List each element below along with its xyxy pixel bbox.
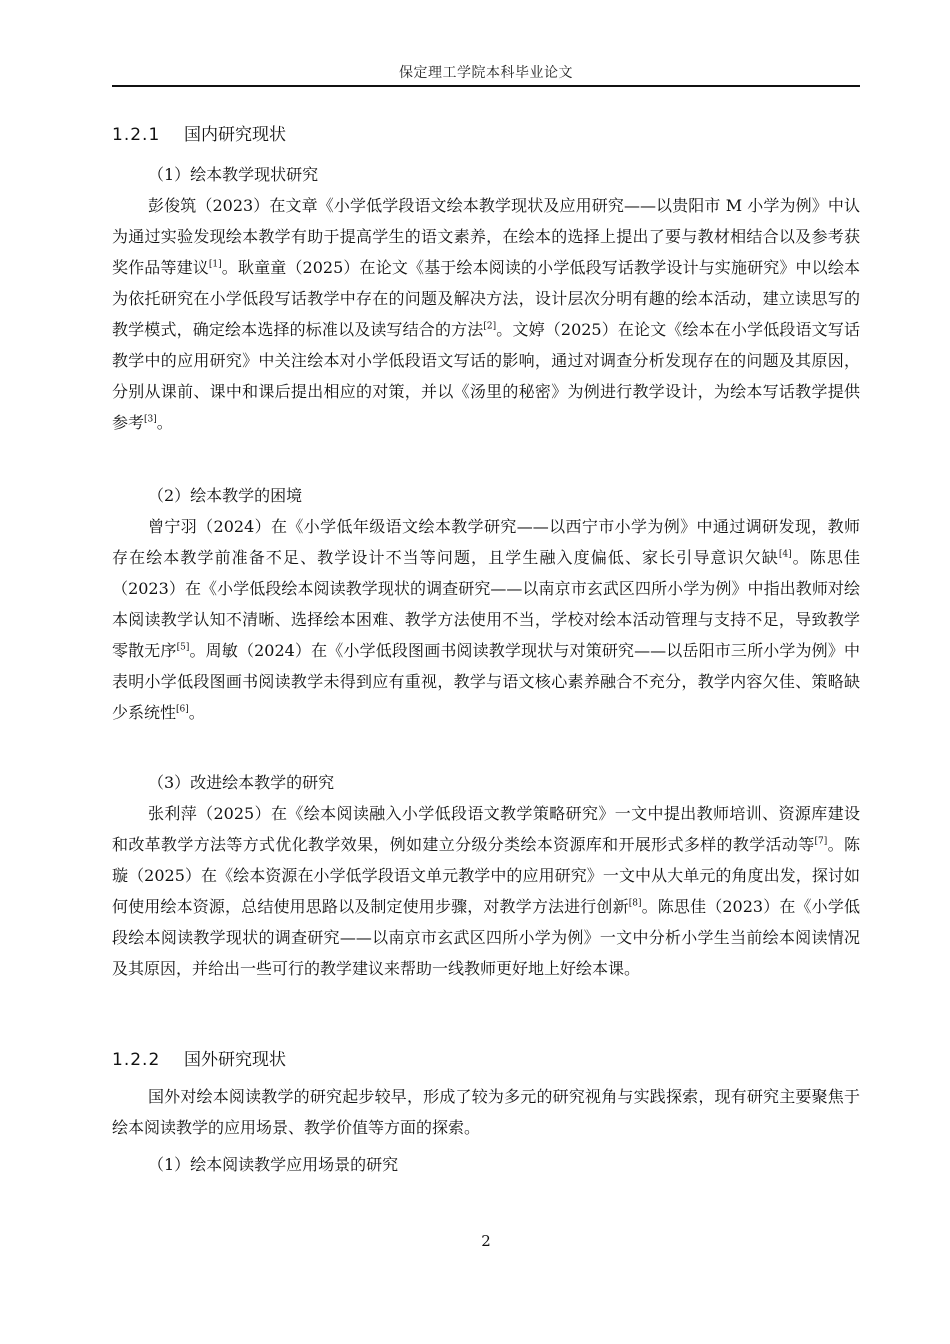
paragraph-text: 张利萍（2025）在《绘本阅读融入小学低段语文教学策略研究》一文中提出教师培训、资源库建设和改革教学方法等方式优化教学效果，例如建立分级分类绘本资源库和开展形式多样的教学活动等 — [112, 804, 860, 854]
section-number: 1.2.1 — [112, 125, 161, 145]
subheading-status: （1）绘本教学现状研究 — [148, 165, 319, 184]
citation-marker: [8] — [628, 898, 642, 909]
section-title-text: 国外研究现状 — [184, 1050, 286, 1070]
subheading-difficulties: （2）绘本教学的困境 — [148, 486, 303, 505]
paragraph-status — [112, 190, 860, 438]
paragraph-difficulties — [112, 511, 860, 728]
paragraph-text: 。周敏（2024）在《小学低段图画书阅读教学现状与对策研究——以岳阳市三所小学为例》中表明小学低段图画书阅读教学未得到应有重视，教学与语文核心素养融合不充分，教学内容欠佳、策略缺少系统性 — [112, 641, 860, 722]
section-heading-domestic — [112, 120, 286, 145]
paragraph-text: 。陈思佳（2023）在《小学低段绘本阅读教学现状的调查研究——以南京市玄武区四所小学为例》中指出教师对绘本阅读教学认知不清晰、选择绘本困难、教学方法使用不当，学校对绘本活动管理与支持不足，导致教学零散无序 — [112, 548, 860, 660]
paragraph-text: 。 — [188, 703, 205, 722]
section-number: 1.2.2 — [112, 1050, 161, 1070]
header-divider — [112, 85, 860, 87]
citation-marker: [6] — [176, 704, 189, 715]
citation-marker: [5] — [176, 642, 190, 653]
paragraph-text: 彭俊筑（2023）在文章《小学低学段语文绘本教学现状及应用研究——以贵阳市 M 小学为例》中认为通过实验发现绘本教学有助于提高学生的语文素养，在绘本的选择上提出了要与教材相结合以及参考获奖作品等建议 — [112, 196, 860, 277]
subheading-scenarios: （1）绘本阅读教学应用场景的研究 — [148, 1155, 399, 1174]
paragraph-text: 。 — [156, 413, 173, 432]
citation-marker: [7] — [814, 836, 828, 847]
citation-marker: [1] — [208, 259, 222, 270]
citation-marker: [3] — [144, 414, 157, 425]
paragraph-text: 。文婷（2025）在论文《绘本在小学低段语文写话教学中的应用研究》中关注绘本对小学低段语文写话的影响，通过对调查分析发现存在的问题及其原因，分别从课前、课中和课后提出相应的对策，并以《汤里的秘密》为例进行教学设计，为绘本写话教学提供参考 — [112, 320, 860, 432]
citation-marker: [2] — [483, 321, 497, 332]
paragraph-text: 。耿童童（2025）在论文《基于绘本阅读的小学低段写话教学设计与实施研究》中以绘本为依托研究在小学低段写话教学中存在的问题及解决方法，设计层次分明有趣的绘本活动，建立读思写的教学模式，确定绘本选择的标准以及读写结合的方法 — [112, 258, 860, 339]
paragraph-improvement — [112, 798, 860, 984]
paragraph-text: 。陈璇（2025）在《绘本资源在小学低学段语文单元教学中的应用研究》一文中从大单元的角度出发，探讨如何使用绘本资源，总结使用思路以及制定使用步骤，对教学方法进行创新 — [112, 835, 860, 916]
subheading-improvement: （3）改进绘本教学的研究 — [148, 773, 335, 792]
running-header: 保定理工学院本科毕业论文 — [399, 65, 573, 81]
paragraph-text: 曾宁羽（2024）在《小学低年级语文绘本教学研究——以西宁市小学为例》中通过调研发现，教师存在绘本教学前准备不足、教学设计不当等问题，且学生融入度偏低、家长引导意识欠缺 — [112, 517, 860, 567]
paragraph-foreign-intro: 国外对绘本阅读教学的研究起步较早，形成了较为多元的研究视角与实践探索，现有研究主要聚焦于绘本阅读教学的应用场景、教学价值等方面的探索。 — [112, 1087, 860, 1137]
section-title-text: 国内研究现状 — [184, 125, 286, 145]
page-number: 2 — [481, 1232, 491, 1250]
citation-marker: [4] — [778, 549, 792, 560]
paragraph-text: 。陈思佳（2023）在《小学低段绘本阅读教学现状的调查研究——以南京市玄武区四所小学为例》一文中分析小学生当前绘本阅读情况及其原因，并给出一些可行的教学建议来帮助一线教师更好地上好绘本课。 — [112, 897, 860, 978]
section-heading-foreign — [112, 1045, 286, 1070]
